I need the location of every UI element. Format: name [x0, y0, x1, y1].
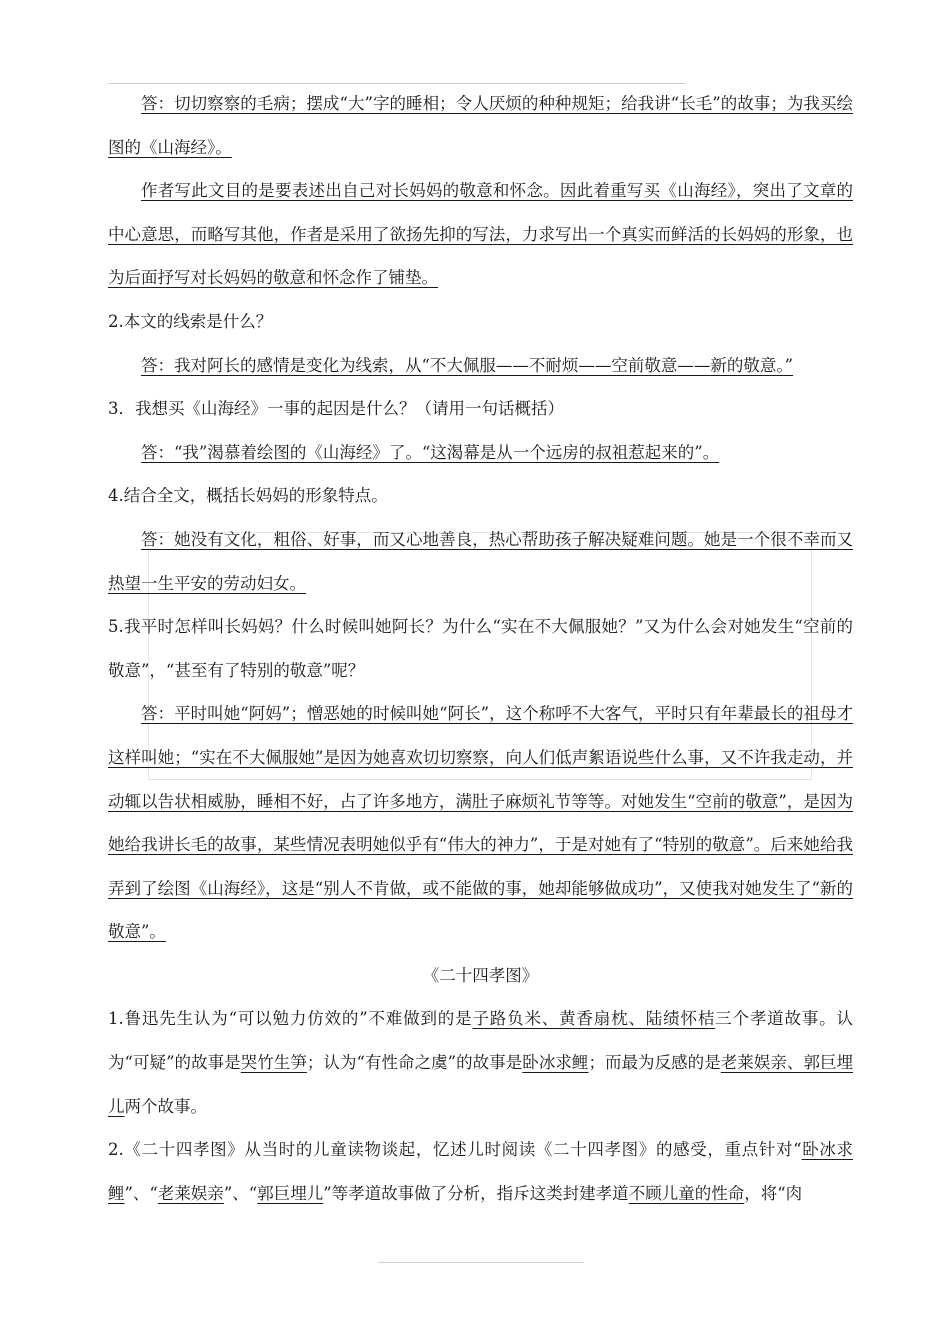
- q2-answer-blank: 郭巨埋儿: [257, 1183, 324, 1203]
- answer-paragraph: 作者写此文目的是要表述出自己对长妈妈的敬意和怀念。因此着重写买《山海经》，突出了文章的中心意思，而略写其他，作者是采用了欲扬先抑的写法，力求写出一个真实而鲜活的长妈妈的形象，也为后面抒写对长妈妈的敬意和怀念作了铺垫。: [108, 181, 853, 288]
- question-paragraph: [108, 1128, 853, 1215]
- q1-answer-blank: 卧冰求鲤: [522, 1053, 589, 1073]
- question-paragraph: 4.结合全文，概括长妈妈的形象特点。: [108, 486, 388, 506]
- document-body: [108, 82, 853, 1215]
- q2-answer-blank: 老莱娱亲: [157, 1183, 224, 1203]
- q2-answer-blank: 不顾儿童的性命: [628, 1183, 745, 1203]
- q2-text: ”、“: [124, 1183, 158, 1203]
- section-title: 《二十四孝图》: [422, 965, 539, 985]
- answer-paragraph: 答：“我”渴慕着绘图的《山海经》了。“这渴幕是从一个远房的叔祖惹起来的”。: [141, 442, 720, 462]
- q1-text: ；而最为反感的是: [588, 1053, 721, 1073]
- q2-text: 2.《二十四孝图》从当时的儿童读物谈起，忆述儿时阅读《二十四孝图》的感受，重点针对“: [108, 1140, 802, 1160]
- q1-text: 两个故事。: [124, 1096, 207, 1116]
- q1-text: 1.鲁迅先生认为“可以勉力仿效的”不难做到的是: [108, 1009, 473, 1029]
- answer-paragraph: 答：我对阿长的感情是变化为线索，从“不大佩服——不耐烦——空前敬意——新的敬意。”: [141, 355, 794, 375]
- q2-answer-blank: 卧冰求鲤: [108, 1140, 854, 1203]
- q1-answer-blank: 哭竹生笋: [240, 1053, 307, 1073]
- q1-answer-blank: 子路负米、黄香扇枕、陆绩怀桔: [472, 1009, 716, 1029]
- answer-paragraph: 答：她没有文化，粗俗、好事，而又心地善良，热心帮助孩子解决疑难问题。她是一个很不幸而又热望一生平安的劳动妇女。: [108, 529, 853, 593]
- q2-text: ”、“: [223, 1183, 258, 1203]
- footer-rule: [378, 1262, 584, 1263]
- question-paragraph: [108, 997, 853, 1128]
- answer-paragraph: 答：平时叫她“阿妈”；憎恶她的时候叫她“阿长”，这个称呼不大客气，平时只有年辈最长的祖母才这样叫她；“实在不大佩服她”是因为她喜欢切切察察，向人们低声絮语说些什么事，又不许我走动，并动辄以告状相威胁，睡相不好，占了许多地方，满肚子麻烦礼节等等。对她发生“空前的敬意”，是因为她给我讲长毛的故事，某些情况表明她似乎有“伟大的神力”，于是对她有了“特别的敬意”。后来她给我弄到了绘图《山海经》，这是“别人不肯做，或不能做的事，她却能够做成功”，又使我对她发生了“新的敬意”。: [108, 704, 853, 942]
- answer-paragraph: 答：切切察察的毛病；摆成“大”字的睡相；令人厌烦的种种规矩；给我讲“长毛”的故事；为我买绘图的《山海经》。: [108, 94, 853, 157]
- q1-text: ；认为“有性命之虞”的故事是: [306, 1053, 523, 1073]
- question-paragraph: 3．我想买《山海经》一事的起因是什么？（请用一句话概括）: [108, 399, 564, 419]
- q1-answer-blank: 老莱娱亲、郭巨埋儿: [108, 1053, 854, 1116]
- question-paragraph: 5.我平时怎样叫长妈妈？什么时候叫她阿长？为什么“实在不大佩服她？”又为什么会对她发生“空前的敬意”，“甚至有了特别的敬意”呢？: [108, 617, 853, 680]
- question-paragraph: 2.本文的线索是什么？: [108, 311, 273, 331]
- q2-text: ，将“肉: [744, 1183, 803, 1203]
- q1-text: 三个孝道故事。认为“可疑”的故事是: [108, 1009, 853, 1073]
- q2-text: ”等孝道故事做了分析，指斥这类封建孝道: [323, 1183, 629, 1203]
